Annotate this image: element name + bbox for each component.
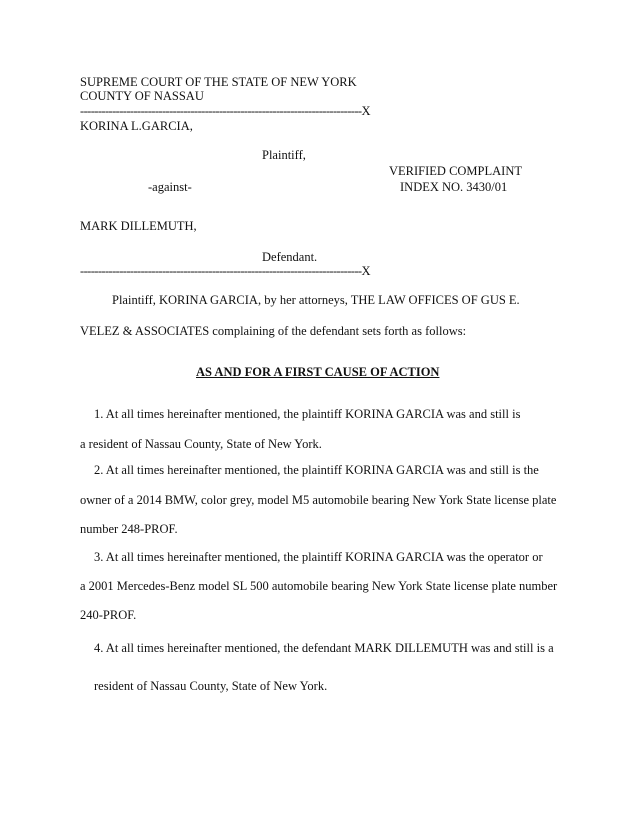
paragraph-line: 1. At all times hereinafter mentioned, the plaintiff KORINA GARCIA was and still is [94,407,521,421]
paragraph-line: 4. At all times hereinafter mentioned, the defendant MARK DILLEMUTH was and still is a [94,641,554,655]
paragraph-line: 3. At all times hereinafter mentioned, the plaintiff KORINA GARCIA was the operator or [94,550,543,564]
paragraph-line: a resident of Nassau County, State of New York. [80,437,322,451]
paragraph-line: a 2001 Mercedes-Benz model SL 500 automobile bearing New York State license plate number [80,579,558,593]
document-type: VERIFIED COMPLAINT [389,164,522,178]
intro-line: VELEZ & ASSOCIATES complaining of the defendant sets forth as follows: [80,324,467,338]
plaintiff-name: KORINA L.GARCIA, [80,119,193,133]
index-number: INDEX NO. 3430/01 [400,180,508,194]
plaintiff-role: Plaintiff, [262,148,306,162]
defendant-name: MARK DILLEMUTH, [80,219,197,233]
paragraph-line: 240-PROF. [80,608,137,622]
against-label: -against- [148,180,192,194]
court-name: SUPREME COURT OF THE STATE OF NEW YORK [80,75,357,89]
paragraph-line: 2. At all times hereinafter mentioned, the plaintiff KORINA GARCIA was and still is the [94,463,539,477]
caption-separator-bottom: -------------------------------------------------------------------------------X [80,264,370,278]
intro-line: Plaintiff, KORINA GARCIA, by her attorneys, THE LAW OFFICES OF GUS E. [112,293,520,307]
defendant-role: Defendant. [262,250,318,264]
section-heading: AS AND FOR A FIRST CAUSE OF ACTION [196,365,440,379]
paragraph-line: number 248-PROF. [80,522,178,536]
paragraph-line: owner of a 2014 BMW, color grey, model M5 automobile bearing New York State license plate [80,493,557,507]
county-name: COUNTY OF NASSAU [80,89,204,103]
caption-separator-top: -------------------------------------------------------------------------------X [80,104,370,118]
paragraph-line: resident of Nassau County, State of New York. [94,679,328,693]
